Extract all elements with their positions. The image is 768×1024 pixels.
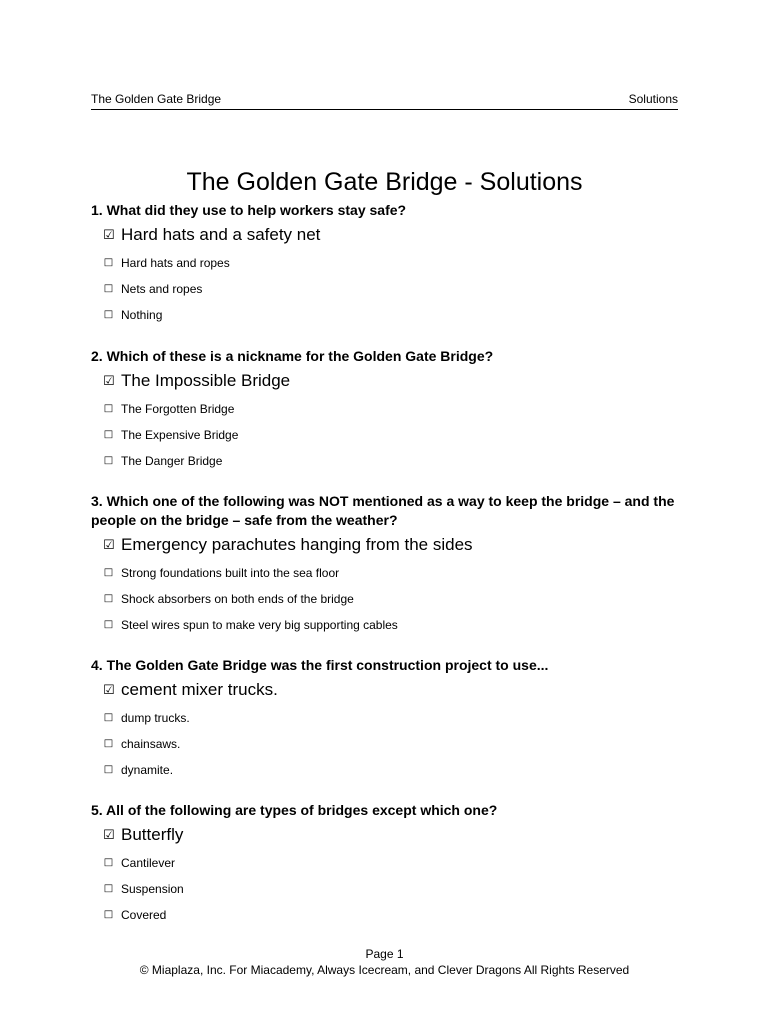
answer-text: The Danger Bridge	[121, 454, 223, 468]
answer-text: Nets and ropes	[121, 282, 203, 296]
answer-option	[91, 757, 678, 783]
question-text: 5. All of the following are types of bridges except which one?	[91, 802, 498, 818]
answer-option-correct	[91, 530, 678, 560]
answer-text: Butterfly	[121, 825, 184, 844]
header-title: The Golden Gate Bridge	[91, 92, 222, 106]
answer-list	[91, 530, 678, 638]
question-1	[91, 201, 678, 328]
checked-box-icon: ☑	[103, 828, 115, 843]
question-4	[91, 656, 678, 783]
checkbox-icon: □	[103, 403, 114, 414]
answer-option	[91, 902, 678, 928]
answer-option	[91, 586, 678, 612]
answer-text: Suspension	[121, 882, 184, 896]
checkbox-icon: □	[103, 883, 114, 894]
answer-option	[91, 876, 678, 902]
answer-option	[91, 448, 678, 474]
checkbox-icon: □	[103, 712, 114, 723]
answer-option	[91, 612, 678, 638]
question-text: 2. Which of these is a nickname for the Golden Gate Bridge?	[91, 348, 494, 364]
answer-list	[91, 220, 678, 328]
page-footer	[91, 946, 678, 978]
checkbox-icon: □	[103, 283, 114, 294]
checkbox-icon: □	[103, 764, 114, 775]
answer-text: Hard hats and ropes	[121, 256, 230, 270]
checked-box-icon: ☑	[103, 228, 115, 243]
answer-text: Hard hats and a safety net	[121, 225, 321, 244]
checked-box-icon: ☑	[103, 683, 115, 698]
header-section: Solutions	[628, 92, 678, 106]
checkbox-icon: □	[103, 257, 114, 268]
answer-text: dynamite.	[121, 763, 174, 777]
document-page	[91, 0, 678, 1024]
answer-option-correct	[91, 820, 678, 850]
answer-text: The Forgotten Bridge	[121, 402, 235, 416]
answer-option	[91, 276, 678, 302]
answer-option	[91, 302, 678, 328]
answer-option	[91, 422, 678, 448]
answer-option-correct	[91, 675, 678, 705]
question-2	[91, 347, 678, 474]
answer-option	[91, 250, 678, 276]
question-5	[91, 801, 678, 928]
answer-text: The Impossible Bridge	[121, 371, 291, 390]
answer-option	[91, 731, 678, 757]
answer-text: Emergency parachutes hanging from the sides	[121, 535, 473, 554]
answer-option	[91, 705, 678, 731]
answer-text: dump trucks.	[121, 711, 190, 725]
answer-text: cement mixer trucks.	[121, 680, 278, 699]
checked-box-icon: ☑	[103, 538, 115, 553]
answer-text: Strong foundations built into the sea floor	[121, 566, 340, 580]
page-header	[91, 91, 678, 110]
answer-option-correct	[91, 366, 678, 396]
answer-text: The Expensive Bridge	[121, 428, 239, 442]
checkbox-icon: □	[103, 909, 114, 920]
checkbox-icon: □	[103, 429, 114, 440]
checkbox-icon: □	[103, 309, 114, 320]
answer-option-correct	[91, 220, 678, 250]
question-3	[91, 492, 678, 638]
answer-option	[91, 560, 678, 586]
checkbox-icon: □	[103, 619, 114, 630]
question-text: 4. The Golden Gate Bridge was the first construction project to use...	[91, 657, 549, 673]
checkbox-icon: □	[103, 567, 114, 578]
answer-option	[91, 396, 678, 422]
answer-list	[91, 366, 678, 474]
answer-text: Covered	[121, 908, 167, 922]
answer-list	[91, 675, 678, 783]
answer-text: Nothing	[121, 308, 163, 322]
question-text: 3. Which one of the following was NOT mentioned as a way to keep the bridge – and the people on the bridge – safe from the weather?	[91, 493, 675, 528]
checkbox-icon: □	[103, 593, 114, 604]
answer-text: chainsaws.	[121, 737, 181, 751]
answer-text: Shock absorbers on both ends of the bridge	[121, 592, 354, 606]
checked-box-icon: ☑	[103, 374, 115, 389]
copyright-notice: © Miaplaza, Inc. For Miacademy, Always Icecream, and Clever Dragons All Rights Reserved	[139, 963, 630, 977]
page-title: The Golden Gate Bridge - Solutions	[186, 167, 583, 196]
answer-text: Steel wires spun to make very big supporting cables	[121, 618, 398, 632]
checkbox-icon: □	[103, 455, 114, 466]
answer-option	[91, 850, 678, 876]
checkbox-icon: □	[103, 857, 114, 868]
answer-list	[91, 820, 678, 928]
page-number: Page 1	[365, 947, 404, 961]
checkbox-icon: □	[103, 738, 114, 749]
question-text: 1. What did they use to help workers stay safe?	[91, 202, 407, 218]
answer-text: Cantilever	[121, 856, 176, 870]
